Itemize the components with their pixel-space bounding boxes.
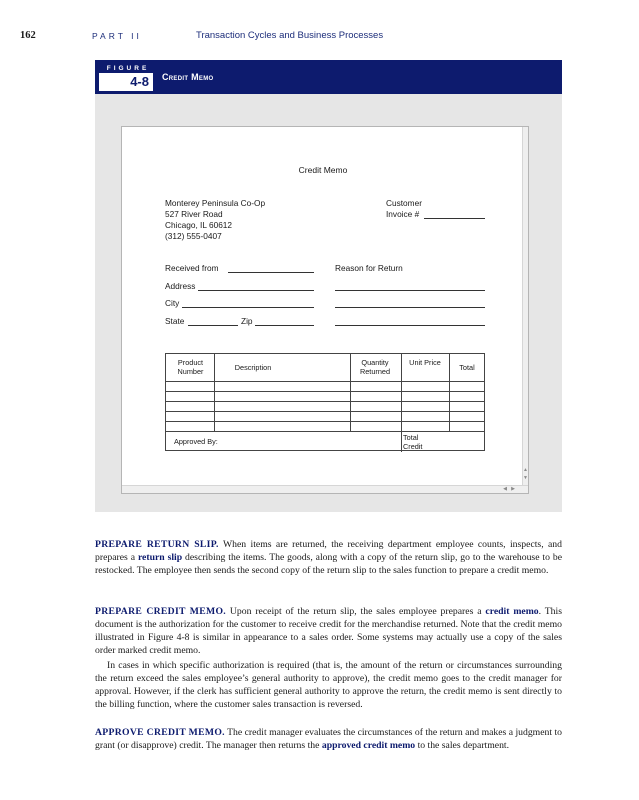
received-from-label: Received from	[165, 263, 219, 273]
city-label: City	[165, 298, 180, 308]
header-total: Total	[459, 363, 475, 372]
approved-by-label: Approved By:	[174, 437, 218, 446]
state-field[interactable]	[188, 325, 238, 326]
paragraph-text: . This document is the authorization for the customer to receive credit for the merchandise returned. Note that the credit memo illustrated in Figure 4-8 is similar in appearance to a sales order. Some systems may actually use a copy of the sales order marked credit memo.	[95, 606, 562, 656]
table-row	[166, 391, 484, 392]
table-row	[166, 421, 484, 422]
figure-caption: Credit Memo	[162, 72, 214, 82]
company-street: 527 River Road	[165, 209, 223, 219]
company-name: Monterey Peninsula Co-Op	[165, 198, 266, 208]
figure-banner	[95, 60, 562, 94]
page-number: 162	[20, 30, 36, 41]
reason-field-2[interactable]	[335, 307, 485, 308]
line-items-table	[165, 353, 485, 451]
table-divider	[214, 354, 215, 431]
company-city: Chicago, IL 60612	[165, 220, 233, 230]
received-from-field[interactable]	[228, 272, 314, 273]
company-phone: (312) 555-0407	[165, 231, 222, 241]
paragraph-text: The credit manager evaluates the circumstances of the return and makes a judgment to grant (or disapprove) credit. The manager then returns the	[95, 727, 563, 751]
state-label: State	[165, 316, 185, 326]
paragraph-text: describing the items. The goods, along with a copy of the return slip, go to the warehouse to be restocked. The employee then sends the second copy of the return slip to the sales function to prepare a credit memo.	[95, 552, 562, 576]
address-field[interactable]	[198, 290, 314, 291]
paragraph-text: In cases in which specific authorization is required (that is, the amount of the return or circumstances surrounding the return exceed the sales employee’s general authority to approve), the credit memo goes to the credit manager for approval. However, if the clerk has sufficient general authority to approve the return, the credit memo is sent directly to the billing function, where the customer sales transaction is reversed.	[95, 660, 562, 710]
scroll-down-icon[interactable]: ▼	[523, 476, 528, 481]
running-head	[20, 30, 580, 46]
heading-prepare-return-slip: PREPARE RETURN SLIP.	[95, 539, 219, 550]
header-description: Description	[234, 363, 272, 372]
heading-approve-credit-memo: APPROVE CREDIT MEMO.	[95, 727, 225, 738]
table-row	[166, 401, 484, 402]
scroll-up-icon[interactable]: ▲	[523, 468, 528, 473]
header-quantity-returned: Quantity Returned	[359, 358, 391, 376]
invoice-label: Invoice #	[386, 209, 420, 219]
header-unit-price: Unit Price	[409, 358, 441, 367]
form-window	[121, 126, 529, 494]
figure-number: 4-8	[99, 73, 153, 91]
scroll-left-icon[interactable]: ◀	[503, 487, 507, 492]
paragraph-return-slip	[95, 538, 562, 577]
paragraph-text: Upon receipt of the return slip, the sales employee prepares a	[226, 606, 486, 617]
table-divider	[401, 354, 402, 452]
invoice-field[interactable]	[424, 218, 485, 219]
term-approved-credit-memo: approved credit memo	[321, 740, 416, 751]
paragraph-approve-credit-memo	[95, 726, 562, 752]
form-title: Credit Memo	[298, 165, 348, 175]
term-return-slip: return slip	[137, 552, 183, 563]
part-label: PART II	[92, 31, 142, 41]
reason-label: Reason for Return	[335, 263, 403, 273]
header-product-number: Product Number	[177, 358, 204, 376]
address-label: Address	[165, 281, 196, 291]
paragraph-text: When items are returned, the receiving department employee counts, inspects, and prepares a	[95, 539, 562, 563]
vertical-scrollbar[interactable]	[522, 127, 528, 493]
paragraph-specific-authorization	[95, 659, 562, 711]
reason-field-3[interactable]	[335, 325, 485, 326]
horizontal-scrollbar[interactable]	[122, 485, 528, 493]
table-row	[166, 431, 484, 432]
scroll-right-icon[interactable]: ▶	[511, 487, 515, 492]
figure-label: FIGURE	[106, 65, 150, 72]
term-credit-memo: credit memo	[485, 606, 539, 617]
zip-field[interactable]	[255, 325, 314, 326]
table-row	[166, 411, 484, 412]
reason-field-1[interactable]	[335, 290, 485, 291]
chapter-title: Transaction Cycles and Business Processes	[196, 30, 384, 41]
figure-box	[95, 94, 562, 512]
paragraph-text: to the sales department.	[415, 740, 510, 751]
heading-prepare-credit-memo: PREPARE CREDIT MEMO.	[95, 606, 227, 617]
customer-label: Customer	[386, 198, 422, 208]
paragraph-credit-memo	[95, 605, 562, 657]
total-credit-label: Total Credit	[403, 433, 423, 451]
table-row	[166, 381, 484, 382]
zip-label: Zip	[241, 316, 253, 326]
city-field[interactable]	[182, 307, 314, 308]
